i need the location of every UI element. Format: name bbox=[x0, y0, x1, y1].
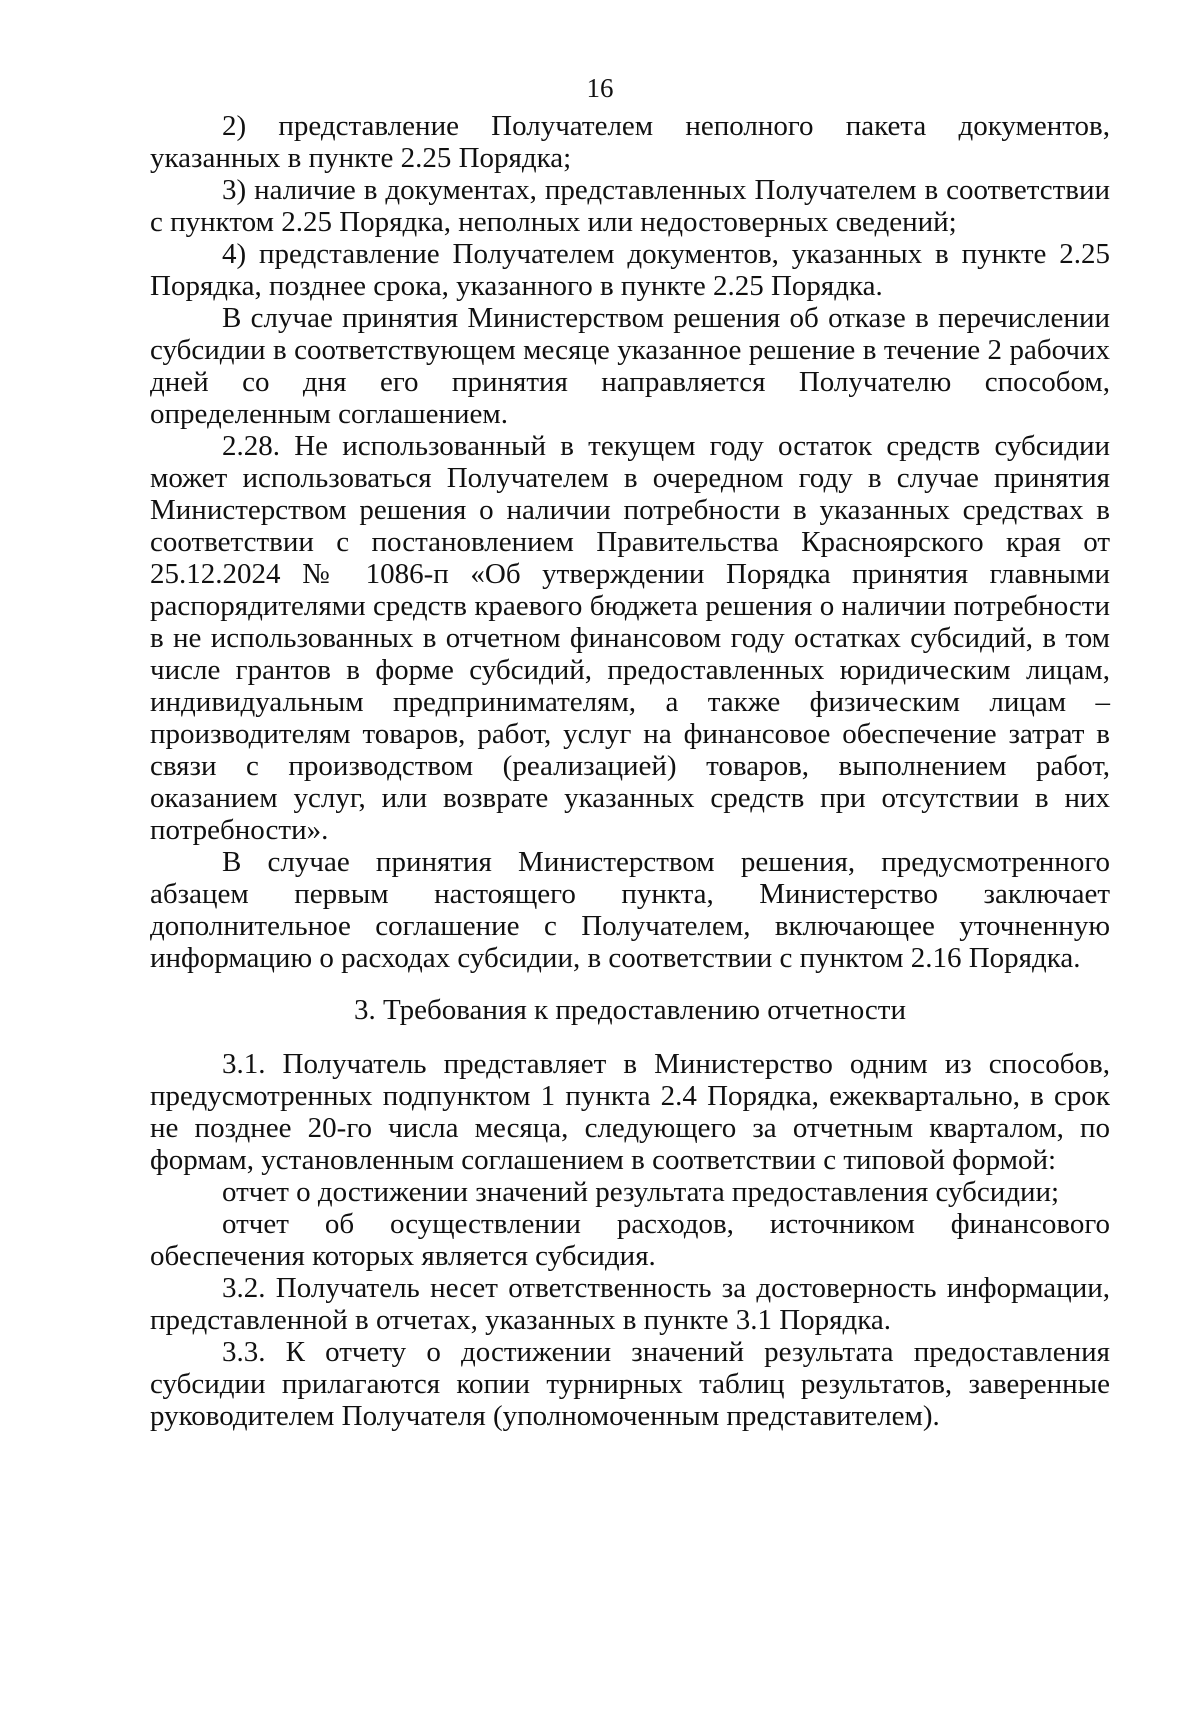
paragraph-report-results: отчет о достижении значений результата предоставления субсидии; bbox=[222, 1176, 1060, 1208]
document-body bbox=[150, 110, 1110, 1432]
paragraph-item-3: 3) наличие в документах, представленных Получателем в соответствии с пунктом 2.25 Порядка, неполных или недостоверных сведений; bbox=[150, 174, 1110, 238]
paragraph-3-3: 3.3. К отчету о достижении значений результата предоставления субсидии прилагаются копии турнирных таблиц результатов, заверенные руководителем Получателя (уполномоченным представителем). bbox=[150, 1336, 1110, 1432]
page-number: 16 bbox=[586, 73, 614, 103]
section-heading: 3. Требования к предоставлению отчетности bbox=[354, 994, 906, 1026]
paragraph-additional-agreement: В случае принятия Министерством решения, предусмотренного абзацем первым настоящего пункта, Министерство заключает дополнительное соглашение с Получателем, включающее уточненную информацию о расходах субсидии, в соответствии с пунктом 2.16 Порядка. bbox=[150, 846, 1110, 974]
paragraph-item-4: 4) представление Получателем документов, указанных в пункте 2.25 Порядка, позднее срока, указанного в пункте 2.25 Порядка. bbox=[150, 238, 1110, 302]
paragraph-3-2: 3.2. Получатель несет ответственность за достоверность информации, представленной в отчетах, указанных в пункте 3.1 Порядка. bbox=[150, 1272, 1110, 1336]
paragraph-2-28: 2.28. Не использованный в текущем году остаток средств субсидии может использоваться Получателем в очередном году в случае принятия Министерством решения о наличии потребности в указанных средствах в соответствии с постановлением Правительства Красноярского края от 25.12.2024 № 1086-п «Об утверждении Порядка принятия главными распорядителями средств краевого бюджета решения о наличии потребности в не использованных в отчетном финансовом году остатках субсидий, в том числе грантов в форме субсидий, предоставленных юридическим лицам, индивидуальным предпринимателям, а также физическим лицам – производителям товаров, работ, услуг на финансовое обеспечение затрат в связи с производством (реализацией) товаров, выполнением работ, оказанием услуг, или возврате указанных средств при отсутствии в них потребности». bbox=[150, 430, 1110, 846]
paragraph-3-1: 3.1. Получатель представляет в Министерство одним из способов, предусмотренных подпунктом 1 пункта 2.4 Порядка, ежеквартально, в срок не позднее 20-го числа месяца, следующего за отчетным кварталом, по формам, установленным соглашением в соответствии с типовой формой: bbox=[150, 1048, 1110, 1176]
paragraph-report-expenses: отчет об осуществлении расходов, источником финансового обеспечения которых является субсидия. bbox=[150, 1208, 1110, 1272]
paragraph-refusal-notice: В случае принятия Министерством решения об отказе в перечислении субсидии в соответствующем месяце указанное решение в течение 2 рабочих дней со дня его принятия направляется Получателю способом, определенным соглашением. bbox=[150, 302, 1110, 430]
paragraph-item-2: 2) представление Получателем неполного пакета документов, указанных в пункте 2.25 Порядка; bbox=[150, 110, 1110, 174]
